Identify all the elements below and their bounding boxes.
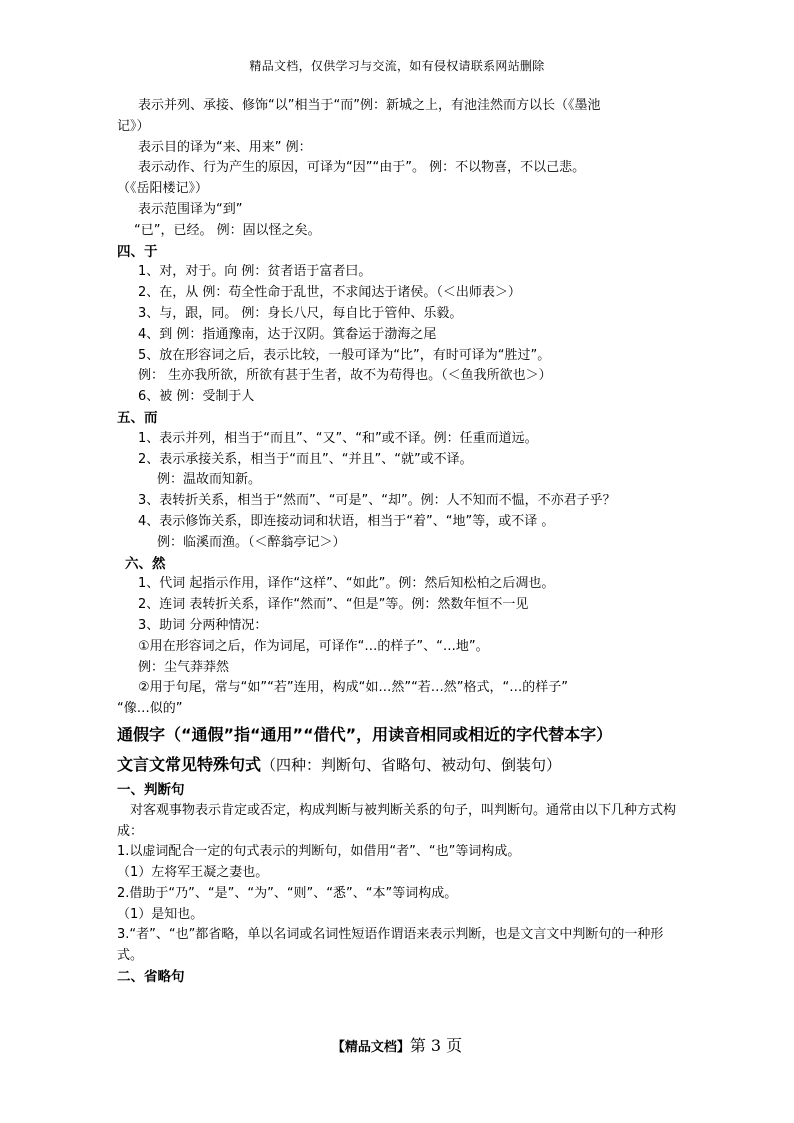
text-line: （《岳阳楼记》） [117, 181, 209, 197]
text-line: 4、表示修饰关系，即连接动词和状语，相当于“着”、“地”等，或不译 。 [138, 513, 555, 529]
section-heading: 五、而 [117, 409, 158, 426]
text-line: 5、放在形容词之后，表示比较，一般可译为“比”，有时可译为“胜过”。 [138, 347, 551, 363]
text-line: 1、代词 起指示作用，译作“这样”、“如此”。例：然后知松柏之后凋也。 [138, 576, 555, 592]
text-line: 1、表示并列，相当于“而且”、“又”、“和”或不译。例：任重而道远。 [138, 430, 538, 446]
text-line: 表示范围译为“到” [138, 201, 243, 217]
page-header: 精品文档，仅供学习与交流，如有侵权请联系网站删除 [249, 59, 545, 73]
section-heading: 六、然 [125, 555, 166, 572]
text-line: 2、在，从 例：苟全性命于乱世，不求闻达于诸侯。（＜出师表＞） [138, 285, 521, 301]
text-line: 表示动作、行为产生的原因，可译为“因”“由于”。 例：不以物喜，不以己悲。 [138, 160, 586, 176]
document-body [117, 96, 687, 988]
special-sentence-heading [117, 750, 687, 780]
text-line: 6、被 例：受制于人 [138, 389, 255, 405]
text-line: 表示并列、承接、修饰“以”相当于“而”例：新城之上，有池洼然而方以长（《墨池 [138, 98, 601, 113]
special-sentence-types: （四种：判断句、省略句、被动句、倒装句） [261, 755, 562, 774]
special-sentence-title: 文言文常见特殊句式 [117, 754, 262, 774]
text-line: 例：温故而知新。 [157, 472, 262, 488]
text-paragraph: 对客观事物表示肯定或否定，构成判断与被判断关系的句子，叫判断句。通常由以下几种方式构成： [117, 802, 677, 839]
text-line: “已”，已经。 例：固以怪之矣。 [134, 222, 321, 238]
text-paragraph: 3.“者”、“也”都省略，单以名词或名词性短语作谓语来表示判断，也是文言文中判断句的一种形式。 [117, 927, 664, 964]
text-line: 2、连词 表转折关系，译作“然而”、“但是”等。例：然数年恒不一见 [138, 597, 529, 613]
text-line: 3、助词 分两种情况： [138, 617, 268, 633]
page-number: 第 3 页 [409, 1036, 463, 1055]
text-line: “像…似的” [117, 701, 183, 717]
text-line: 例：尘气莽莽然 [138, 659, 230, 675]
text-line: 表示目的译为“来、用来” 例： [138, 139, 312, 155]
text-line: 2.借助于“乃”、“是”、“为”、“则”、“悉”、“本”等词构成。 [117, 885, 458, 901]
tongjiazi-heading: 通假字（“通假”指“通用”“借代”，用读音相同或相近的字代替本字） [117, 724, 613, 744]
text-line: 3、与，跟，同。 例：身长八尺，每自比于管仲、乐毅。 [138, 305, 463, 321]
text-line: ②用于句尾，常与“如”“若”连用，构成“如…然”“若…然”格式，“…的样子” [138, 680, 569, 696]
text-line: 3、表转折关系，相当于“然而”、“可是”、“却”。例：人不知而不愠，不亦君子乎？ [138, 493, 616, 509]
text-line: （1）左将军王凝之妻也。 [117, 865, 269, 881]
text-line: 例： 生亦我所欲，所欲有甚于生者，故不为苟得也。（＜鱼我所欲也＞） [138, 368, 552, 384]
text-line: 4、到 例：指通豫南，达于汉阴。箕畚运于渤海之尾 [138, 326, 437, 342]
text-line: ①用在形容词之后，作为词尾，可译作“…的样子”、“…地”。 [138, 638, 489, 654]
footer-tag: 【精品文档】 [331, 1040, 410, 1055]
section-heading: 四、于 [117, 243, 158, 260]
text-line: （1）是知也。 [117, 906, 204, 922]
section-heading: 二、省略句 [117, 969, 185, 986]
text-line: 1、对，对于。向 例：贫者语于富者曰。 [138, 264, 372, 280]
text-line: 例：临溪而渔。（＜醉翁亭记＞） [157, 534, 346, 550]
text-line: 1.以虚词配合一定的句式表示的判断句，如借用“者”、“也”等词构成。 [117, 844, 521, 860]
section-heading: 一、判断句 [117, 781, 185, 798]
text-line: 记》） [117, 118, 150, 134]
text-line: 2、表示承接关系，相当于“而且”、“并且”、“就”或不译。 [138, 451, 473, 467]
page-footer [0, 1033, 794, 1056]
